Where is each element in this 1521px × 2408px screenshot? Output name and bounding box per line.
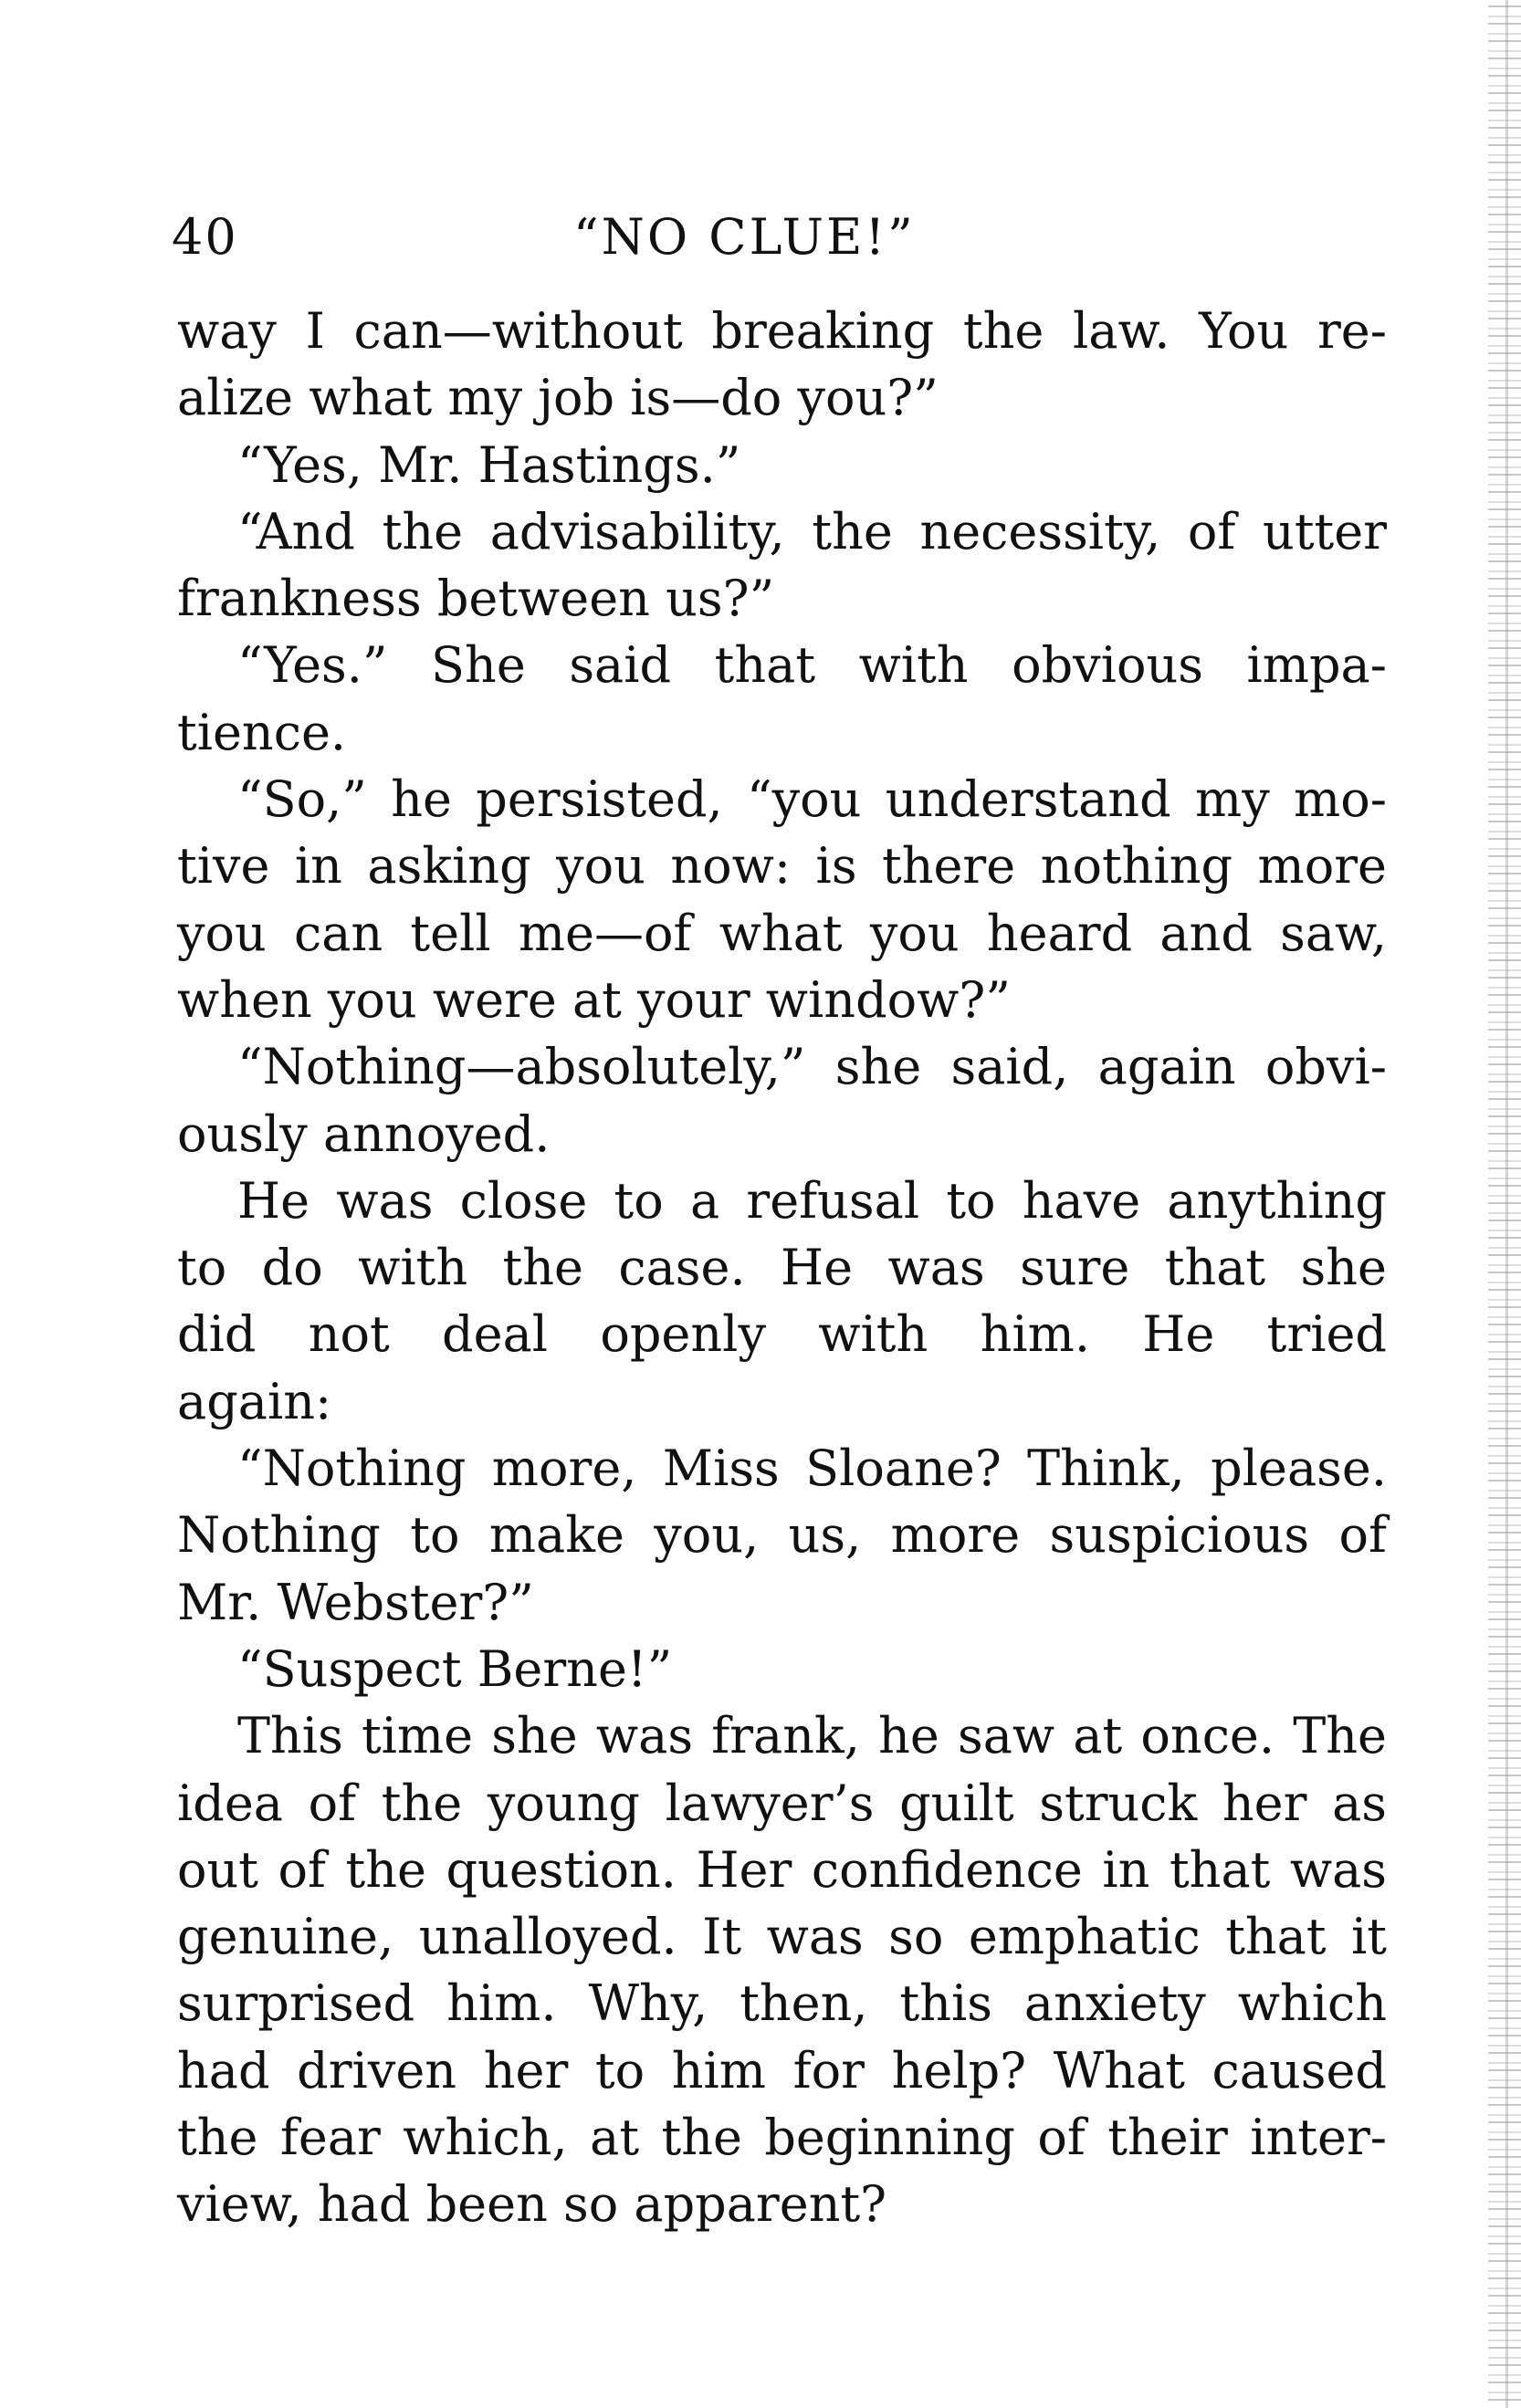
text-line: you can tell me—of what you heard and saw,: [177, 904, 1387, 962]
text-line: out of the question. Her confidence in that was: [177, 1840, 1387, 1899]
text-line: again:: [177, 1372, 332, 1430]
text-line: ously annoyed.: [177, 1105, 551, 1163]
body-text: [177, 298, 1387, 2238]
text-line: tience.: [177, 703, 347, 761]
text-line: “Yes.” She said that with obvious impa-: [237, 636, 1387, 695]
page-edge-line: [1505, 0, 1508, 2408]
text-line: This time she was frank, he saw at once. The: [237, 1707, 1387, 1765]
text-line: the fear which, at the beginning of their inter-: [177, 2109, 1387, 2167]
text-line: had driven her to him for help? What caused: [177, 2041, 1387, 2099]
text-line: “Yes, Mr. Hastings.”: [237, 435, 741, 494]
text-line: when you were at your window?”: [177, 970, 1011, 1029]
page-edge-scan-artifact: [1488, 0, 1521, 2408]
text-line: genuine, unalloyed. It was so emphatic that it: [177, 1908, 1387, 1966]
running-head: [172, 208, 1395, 272]
text-line: Nothing to make you, us, more suspicious of: [177, 1506, 1387, 1565]
text-line: He was close to a refusal to have anything: [237, 1171, 1387, 1230]
page-number: 40: [172, 208, 238, 266]
text-line: view, had been so apparent?: [177, 2175, 887, 2234]
text-line: frankness between us?”: [177, 570, 775, 628]
text-line: “And the advisability, the necessity, of utter: [237, 502, 1387, 560]
text-line: Mr. Webster?”: [177, 1573, 534, 1631]
text-line: alize what my job is—do you?”: [177, 369, 939, 427]
text-line: idea of the young lawyer’s guilt struck her as: [177, 1774, 1387, 1832]
text-line: to do with the case. He was sure that she: [177, 1239, 1387, 1297]
text-line: “So,” he persisted, “you understand my mo-: [237, 770, 1387, 829]
text-line: tive in asking you now: is there nothing more: [177, 837, 1387, 895]
text-line: did not deal openly with him. He tried: [177, 1305, 1387, 1364]
text-line: way I can—without breaking the law. You re-: [177, 302, 1387, 360]
text-line: “Nothing—absolutely,” she said, again obvi-: [237, 1038, 1387, 1096]
running-title: “NO CLUE!”: [573, 208, 916, 266]
text-line: “Suspect Berne!”: [237, 1639, 673, 1698]
text-line: “Nothing more, Miss Sloane? Think, please.: [237, 1440, 1387, 1498]
text-line: surprised him. Why, then, this anxiety which: [177, 1974, 1387, 2033]
